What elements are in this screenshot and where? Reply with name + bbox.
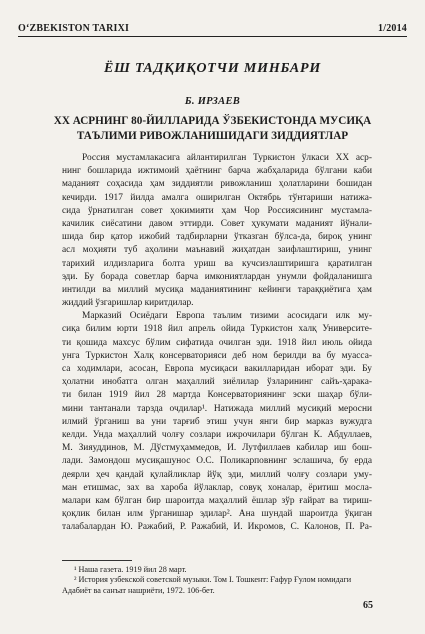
body-line: тарихий илдизларига болта уриш ва кучсизлаштиришга қаратилган	[62, 258, 372, 269]
page-number: 65	[363, 600, 373, 611]
body-line: Россия мустамлакасига айлантирилган Туркистон ўлкаси XX аср-	[82, 153, 372, 163]
running-header	[18, 18, 407, 34]
article-author: Б. ИРЗАЕВ	[184, 96, 241, 107]
header-rule	[18, 36, 407, 37]
body-line: илмий ўрганиш ва уни тарғиб этиш учун янги бир марказ вужудга	[62, 416, 372, 427]
body-line: келди. Унда маҳаллий чолғу созлари ижрочилари бўлган К. Абдуллаев,	[62, 429, 372, 440]
body-line: мини тантанали тарзда очдилар¹. Натижада миллий мусиқий меросни	[62, 403, 372, 414]
title-line: ТАЪЛИМИ РИВОЖЛАНИШИДАГИ ЗИДДИЯТЛАР	[76, 130, 349, 142]
issue-number: 1/2014	[378, 23, 407, 34]
footnote: Адабиёт ва санъат нашриёти, 1972. 106-бет.	[62, 585, 215, 595]
body-line: ти қошида махсус бўлим сифатида очилган эди. 1918 йил июль ойида	[62, 337, 372, 348]
body-line: маданият соҳасида ҳам зиддиятли ривожланиш ҳолатларини бошидан	[62, 179, 372, 190]
body-line: М. Зияуддинов, М. Дўстмуҳаммедов, И. Лутфиллаев кабилар иш бош-	[62, 443, 372, 454]
body-line: шида бир қатор ижобий тадбирларни ўтказган бўлса-да, бироқ унинг	[62, 232, 372, 243]
body-line: деярли ҳеч қандай қулайликлар йўқ эди, миллий чолғу созлари уму-	[62, 469, 372, 480]
body-line: малари кам бўлган бир шароитда маҳаллий ёшлар зўр ғайрат ва тириш-	[62, 495, 372, 506]
body-line: ман етишмас, зах ва хароба йўлаклар, совуқ хоналар, ёритиш мосла-	[62, 482, 372, 493]
body-line: эди. Бу борада советлар барча имкониятлардан унумли фойдаланишга	[62, 271, 372, 282]
body-line: сида ўрнатилган совет ҳокимияти ҳам Чор Россиясининг мустамла-	[62, 205, 372, 216]
body-line: лади. Замондош мусиқашунос О.С. Поликарповнинг эслашича, бу ерда	[62, 456, 372, 467]
title-line: XX АСРНИНГ 80-ЙИЛЛАРИДА ЎЗБЕКИСТОНДА МУСИҚА	[53, 115, 372, 127]
journal-name: O‘ZBEKISTON TARIXI	[18, 23, 130, 34]
body-line: қоқлик билан илм ўрганишар эдилар². Ана шундай шароитда ўқиган	[62, 509, 372, 520]
footnote-rule	[62, 560, 132, 561]
footnote: ² История узбекской советской музыки. Том I. Тошкент: Ғафур Ғулом номидаги	[74, 575, 352, 585]
body-line: унга Туркистон Халқ консерваторияси деб ном берилди ва бу муасса-	[62, 350, 372, 361]
body-line: ҳолатни инобатга олган маҳаллий зиёлилар ўзларининг сайъ-ҳаракa-	[62, 377, 372, 388]
body-line: Марказий Осиёдаги Европа таълим тизими асосидаги илк му-	[82, 311, 372, 322]
body-line: жиддий ўзгаришлар киритдилар.	[62, 298, 194, 309]
article-title	[40, 114, 385, 144]
body-line: сиқа билим юрти 1918 йил апрель ойида Туркистон халқ Университе-	[62, 324, 372, 335]
body-line: кечирди. 1917 йилда амалга оширилган Октябрь тўнтариши натижа-	[62, 192, 372, 203]
article-body	[62, 152, 372, 534]
body-line: нинг бошларида ижтимоий ҳаётнинг барча жабҳаларида бўлгани каби	[62, 166, 372, 177]
body-line: асл моҳияти туб аҳолини маънавий жиҳатдан заифлаштириш, унинг	[62, 245, 372, 256]
body-line: ти билан 1919 йил 28 мартда Консерваториянинг эски шаҳар бўли-	[62, 390, 372, 401]
body-line: са ходимлари, асосан, Европа мусиқаси вакилларидан иборат эди. Бу	[62, 364, 372, 374]
footnotes	[62, 565, 372, 596]
section-rubric: ЁШ ТАДҚИҚОТЧИ МИНБАРИ	[103, 61, 322, 76]
body-line: талабалардан Ю. Ражабий, Р. Ражабий, И. Икромов, С. Калонов, П. Ра-	[62, 522, 372, 533]
body-line: качилик сиёсатини давом эттирди. Совет ҳукумати маданият йўнали-	[62, 218, 372, 229]
body-line: интилди ва миллий мусиқа маданиятининг кейинги тараққиётига ҳам	[62, 284, 372, 295]
footnote: ¹ Наша газета. 1919 йил 28 март.	[74, 565, 187, 574]
